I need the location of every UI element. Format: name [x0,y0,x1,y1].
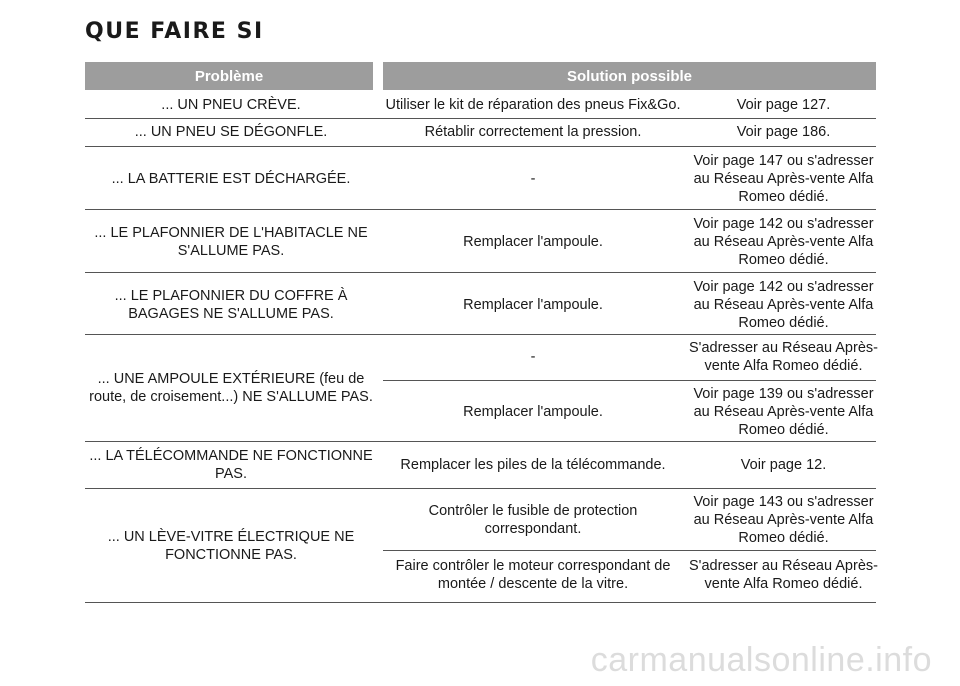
solution-action-cell: Faire contrôler le moteur correspondant de montée / descente de la vitre. [395,558,671,592]
solution-reference-cell: Voir page 142 ou s'adresser au Réseau Après-vente Alfa Romeo dédié. [693,216,874,268]
row-divider [85,272,876,273]
solution-action-cell: - [530,349,536,365]
problem-cell: ... LE PLAFONNIER DU COFFRE À BAGAGES NE S'ALLUME PAS. [114,288,348,322]
solution-action-cell: Remplacer l'ampoule. [463,404,603,420]
solution-reference-cell: Voir page 139 ou s'adresser au Réseau Après-vente Alfa Romeo dédié. [693,386,874,438]
column-header-solution: Solution possible [383,62,876,90]
solution-action-cell: - [530,171,536,187]
problem-cell: ... LA BATTERIE EST DÉCHARGÉE. [111,171,351,187]
solution-action-cell: Contrôler le fusible de protection correspondant. [428,503,638,537]
solution-reference-cell: Voir page 142 ou s'adresser au Réseau Après-vente Alfa Romeo dédié. [693,279,874,331]
solution-reference-cell: S'adresser au Réseau Après-vente Alfa Romeo dédié. [689,340,878,374]
problem-cell: ... UN LÈVE-VITRE ÉLECTRIQUE NE FONCTIONNE PAS. [107,529,355,563]
solution-reference-cell: Voir page 12. [740,457,827,473]
problem-cell: ... UNE AMPOULE EXTÉRIEURE (feu de route, de croisement...) NE S'ALLUME PAS. [89,371,373,405]
solution-action-cell: Remplacer l'ampoule. [463,234,603,250]
solution-reference-cell: Voir page 186. [736,124,831,140]
solution-action-cell: Remplacer les piles de la télécommande. [400,457,666,473]
row-divider [85,334,876,335]
problem-cell: ... LE PLAFONNIER DE L'HABITACLE NE S'ALLUME PAS. [94,225,368,259]
problem-cell: ... UN PNEU SE DÉGONFLE. [134,124,328,140]
row-divider [85,602,876,603]
row-divider [85,441,876,442]
solution-reference-cell: S'adresser au Réseau Après-vente Alfa Romeo dédié. [689,558,878,592]
row-divider [85,209,876,210]
row-divider [85,146,876,147]
watermark-text: carmanualsonline.info [590,641,932,679]
solution-reference-cell: Voir page 147 ou s'adresser au Réseau Après-vente Alfa Romeo dédié. [693,153,874,205]
column-header-problem: Problème [85,62,373,90]
solution-reference-cell: Voir page 127. [736,96,831,113]
sub-row-divider [383,550,876,551]
sub-row-divider [383,380,876,381]
solution-action-cell: Utiliser le kit de réparation des pneus Fix&Go. [385,96,681,113]
problem-cell: ... LA TÉLÉCOMMANDE NE FONCTIONNE PAS. [89,448,373,482]
page-title: QUE FAIRE SI [85,19,264,44]
solution-action-cell: Remplacer l'ampoule. [463,297,603,313]
solution-reference-cell: Voir page 143 ou s'adresser au Réseau Après-vente Alfa Romeo dédié. [693,494,874,546]
solution-action-cell: Rétablir correctement la pression. [424,124,642,140]
problem-cell: ... UN PNEU CRÈVE. [161,96,301,113]
row-divider [85,488,876,489]
